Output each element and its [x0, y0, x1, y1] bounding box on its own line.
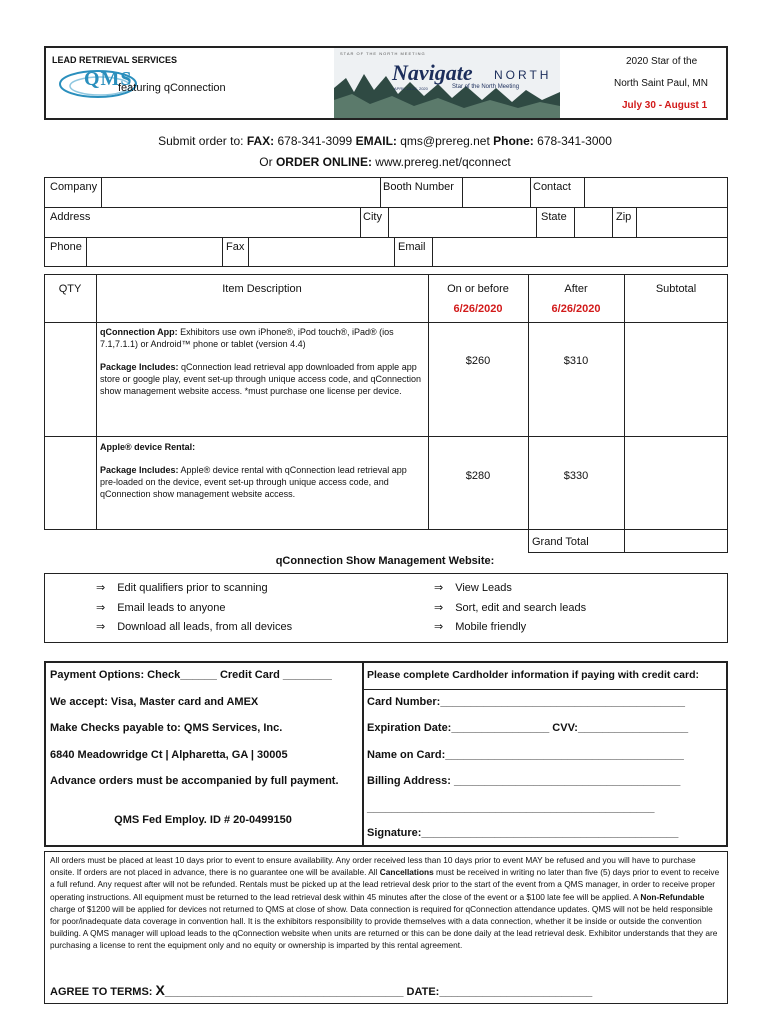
payment-checks: Make Checks payable to: QMS Services, Inc. [50, 722, 283, 734]
address-label: Address [50, 211, 91, 223]
fax-label: Fax [226, 241, 245, 253]
price-before-row2: $280 [465, 470, 491, 482]
name-on-card-field[interactable]: Name on Card:_______________________________________ [367, 749, 684, 761]
event-line1: 2020 Star of the [626, 56, 698, 67]
card-number-field[interactable]: Card Number:________________________________________ [367, 696, 686, 708]
banner-tagline: Star of the North Meeting [452, 84, 520, 90]
qty-input-row2[interactable] [45, 437, 95, 529]
grand-total-input[interactable] [625, 530, 727, 552]
website-left-list [96, 581, 292, 640]
arrow-icon: ⇒ [96, 582, 106, 594]
event-line2: North Saint Paul, MN [614, 78, 708, 89]
company-field[interactable] [102, 178, 379, 206]
subtotal-header: Subtotal [655, 283, 697, 295]
terms-text: All orders must be placed at least 10 days prior to event to ensure availability. Any order received less than 10 days prior to event MAY be refused and you will have to purchase onsite. If orders are not placed in advance, there is no guarantee one will be available. All Cancellations must be received in writing no later than five (5) days prior to event to receive a full refund. Any request after will not be refunded. Rentals must be picked up at the lead retrieval desk prior to the start of the event from a QMS manager, in order to receive proper operating instructions. All equipment must be returned to the lead retrieval desk within 45 minutes after the close of the event or a $100 late fee will be applied. A Non-Refundable charge of $1200 will be applied for devices not returned to QMS at close of show. Data connection is required for qConnection attendance updates. QMS will not be held responsible for poor/inadequate data coverage in convention hall. It is the exhibitors responsibility to provide themselves with a data connection, whether it be inside or outside the convention building. A QMS manager will upload leads to the qConnection website when units are returned or this can be done daily at the lead retrieval desk. Exhibitor understands that they are purchasing a license to rent the equipment only and no equity or ownership is imparted by this rental agreement. [50, 855, 720, 951]
agree-to-terms: AGREE TO TERMS: X_______________________________________ DATE:_________________________ [50, 982, 593, 998]
billing-address-field[interactable]: Billing Address: _____________________________________ [367, 775, 681, 787]
price-after-row2: $330 [563, 470, 589, 482]
booth-label: Booth Number [383, 181, 454, 193]
agree-signature-line[interactable]: _______________________________________ [164, 986, 404, 998]
state-field[interactable] [575, 208, 611, 236]
event-dates: July 30 - August 1 [622, 100, 708, 111]
phone-label: Phone [50, 241, 82, 253]
subtotal-input-row1[interactable] [625, 323, 727, 435]
signature-field[interactable]: Signature:__________________________________________ [367, 827, 679, 839]
cardholder-title: Please complete Cardholder information if paying with credit card: [367, 669, 699, 681]
website-feature-label: Edit qualifiers prior to scanning [117, 582, 268, 594]
order-online-link[interactable]: www.prereg.net/qconnect [375, 155, 511, 169]
company-label: Company [50, 181, 98, 193]
arrow-icon: ⇒ [434, 601, 444, 614]
qty-input-row1[interactable] [45, 323, 95, 435]
website-feature-label: Email leads to anyone [117, 601, 226, 614]
agree-x: X [155, 982, 165, 998]
banner-title: Navigate [392, 60, 473, 85]
booth-field[interactable] [463, 178, 529, 206]
email-label: Email [398, 241, 426, 253]
payment-fed-id: QMS Fed Employ. ID # 20-0499150 [114, 814, 292, 826]
zip-label: Zip [616, 211, 632, 223]
banner-dates: APRIL 23-25, 2020 [394, 86, 428, 91]
header-left-title: LEAD RETRIEVAL SERVICES [52, 55, 178, 65]
order-online-line: Or ORDER ONLINE: www.prereg.net/qconnect [259, 155, 511, 169]
before-header: On or before [447, 283, 509, 295]
expiration-cvv-field[interactable]: Expiration Date:________________ CVV:__________________ [367, 722, 689, 734]
after-header: After [564, 283, 588, 295]
qms-logo-text: QMS [84, 68, 133, 90]
city-field[interactable] [389, 208, 535, 236]
fax-field[interactable] [249, 238, 393, 266]
price-before-row1: $260 [465, 355, 491, 367]
payment-options: Payment Options: Check______ Credit Card ________ [50, 669, 332, 681]
website-feature-item [434, 601, 586, 621]
price-after-row1: $310 [563, 355, 589, 367]
website-title: qConnection Show Management Website: [275, 555, 495, 567]
website-feature-item [434, 581, 586, 601]
submit-line: Submit order to: FAX: 678-341-3099 EMAIL: qms@prereg.net Phone: 678-341-3000 [158, 134, 612, 148]
website-feature-item [96, 620, 292, 640]
banner-small: STAR OF THE NORTH MEETING [340, 51, 426, 56]
grand-total-label: Grand Total [532, 536, 589, 548]
subtotal-input-row2[interactable] [625, 437, 727, 529]
website-feature-label: Mobile friendly [455, 621, 527, 633]
website-feature-label: View Leads [455, 582, 512, 594]
header-left-subtitle: featuring qConnection [118, 82, 226, 94]
qty-header: QTY [58, 283, 82, 295]
payment-advance: Advance orders must be accompanied by full payment. [50, 775, 339, 787]
item-header: Item Description [222, 283, 302, 295]
after-date: 6/26/2020 [551, 303, 601, 315]
arrow-icon: ⇒ [434, 621, 444, 633]
payment-address: 6840 Meadowridge Ct | Alpharetta, GA | 30005 [50, 749, 288, 761]
banner-title2: NORTH [494, 68, 552, 82]
contact-label: Contact [533, 181, 571, 193]
item-row1-package: Package Includes: qConnection lead retrieval app downloaded from apple app store or google play, event set-up through unique access code, and qConnection show management website access. *must purchase one license per device. [100, 362, 422, 396]
item-row1-desc: qConnection App: Exhibitors use own iPhone®, iPod touch®, iPad® (ios 7.1,7.1.1) or Android™ phone or tablet (version 4.4) [100, 327, 394, 349]
website-feature-item [434, 620, 586, 640]
zip-field[interactable] [637, 208, 727, 236]
city-label: City [363, 211, 382, 223]
agree-date-line[interactable]: _________________________ [439, 986, 593, 998]
billing-address-line2[interactable]: _______________________________________________ [367, 802, 655, 814]
arrow-icon: ⇒ [96, 621, 106, 633]
phone-field[interactable] [87, 238, 221, 266]
submit-email[interactable]: qms@prereg.net [400, 134, 494, 148]
website-right-list [434, 581, 586, 640]
contact-field[interactable] [585, 178, 727, 206]
website-feature-item [96, 581, 292, 601]
website-feature-label: Sort, edit and search leads [455, 601, 587, 614]
state-label: State [541, 211, 567, 223]
before-date: 6/26/2020 [453, 303, 503, 315]
website-feature-label: Download all leads, from all devices [117, 621, 293, 633]
address-field[interactable] [102, 208, 359, 236]
arrow-icon: ⇒ [434, 582, 444, 594]
arrow-icon: ⇒ [96, 601, 106, 614]
website-feature-item [96, 601, 292, 621]
item-row2-desc: Apple® device Rental: [100, 442, 196, 452]
email-field[interactable] [433, 238, 727, 266]
payment-accept: We accept: Visa, Master card and AMEX [50, 696, 259, 708]
navigate-north-banner [334, 48, 560, 118]
item-row2-package: Package Includes: Apple® device rental with qConnection lead retrieval app pre-loaded on the device, event set-up through unique access code, and qConnection show management website access. [100, 465, 407, 499]
